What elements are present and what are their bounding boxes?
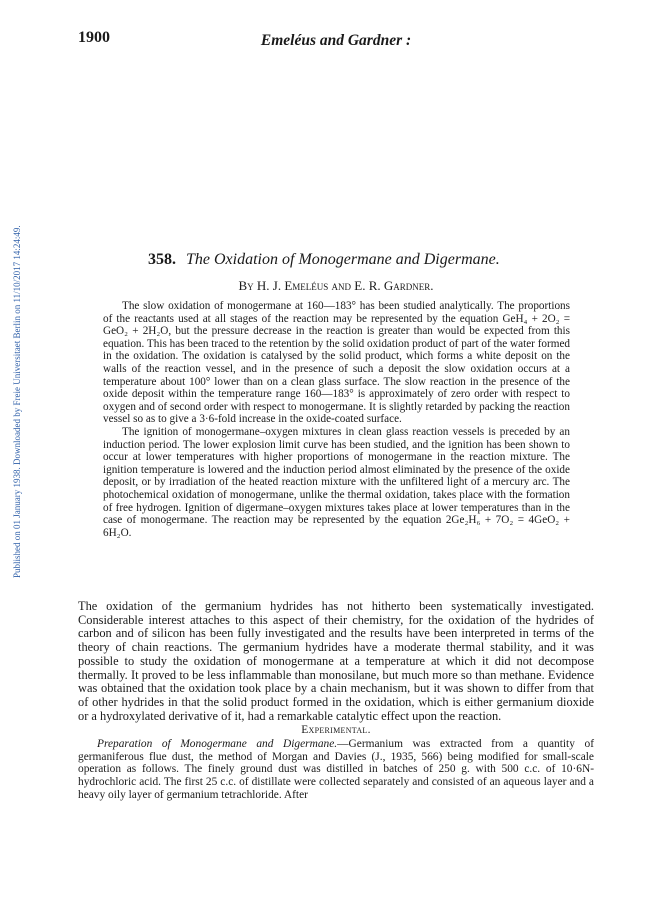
publication-sidebar: [12, 160, 26, 580]
publication-note[interactable]: Published on 01 January 1938. Downloaded by Freie Universitaet Berlin on 11/10/2017 14:24:49.: [12, 225, 22, 578]
page-number: 1900: [78, 29, 110, 46]
experimental-text: —Germanium was extracted from a quantity of germaniferous flue dust, the method of Morgan and Davies (J., 1935, 566) being modified for small-scale operation as follows. The finely ground dust was distilled in batches of 250 g. with 500 c.c. of 10·6N-hydrochloric acid. The first 25 c.c. of distillate were collected separately and consisted of an aqueous layer and a heavy oily layer of germanium tetrachloride. After: [78, 738, 594, 801]
subsection-heading: Preparation of Monogermane and Digermane.: [97, 738, 338, 751]
experimental-paragraph: [78, 738, 594, 802]
abstract: [103, 300, 570, 539]
abstract-paragraph: The ignition of monogermane–oxygen mixtures in clean glass reaction vessels is preceded by an induction period. The lower explosion limit curve has been studied, and the ignition has been shown to occur at lower temperatures with higher proportions of monogermane in the reaction mixture. The ignition temperature is lowered and the induction period almost eliminated by the presence of the oxide deposit, or by irradiation of the heated reaction mixture with the unfiltered light of a mercury arc. The photochemical oxidation of monogermane, unlike the thermal oxidation, takes place with the formation of free hydrogen. Ignition of digermane–oxygen mixtures takes place at lower temperatures than in the case of monogermane. The reaction may be represented by the equation 2Ge₂H₆ + 7O₂ = 4GeO₂ + 6H₂O.: [103, 425, 570, 539]
article-title: [148, 251, 500, 269]
intro-paragraph: The oxidation of the germanium hydrides has not hitherto been systematically investigated. Considerable interest attaches to this aspect of their chemistry, for the oxidation of the hydrides of carbon and of silicon has been fully investigated and the results have been interpreted in terms of the theory of chain reactions. The germanium hydrides have a moderate thermal stability, and it was possible to study the oxidation of monogermane at a temperature at which it did not decompose thermally. It proved to be less inflammable than monosilane, but much more so than methane. Evidence was obtained that the oxidation took place by a chain mechanism, but it was shown to differ from that of other hydrides in that the solid product formed in the oxidation, which is either germanium dioxide or a hydroxylated derivative of it, had a remarkable catalytic effect upon the reaction.: [78, 599, 594, 723]
article-body: [78, 600, 594, 802]
abstract-paragraph: The slow oxidation of monogermane at 160—183° has been studied analytically. The proportions of the reactants used at all stages of the reaction may be represented by the equation GeH₄ + 2O₂ = GeO₂ + 2H₂O, but the pressure decrease in the reaction is greater than would be expected from this equation. This has been traced to the retention by the solid oxidation product of part of the water formed in the oxidation. The oxidation is catalysed by the solid product, which forms a white deposit on the walls of the reaction vessel, and in the presence of such a deposit the slow oxidation occurs at a temperature about 100° lower than on a clean glass surface. The slow reaction in the presence of the oxide deposit within the temperature range 160—183° is approximately of zero order with respect to oxygen and of second order with respect to monogermane. It is slightly retarded by packing the reaction vessel so as to give a 3·6-fold increase in the oxide-coated surface.: [103, 300, 570, 426]
running-title: Emeléus and Gardner :: [260, 32, 412, 49]
section-heading: Experimental.: [301, 724, 371, 737]
article-title-text: The Oxidation of Monogermane and Digermane.: [186, 251, 500, 268]
byline: By H. J. Emeléus and E. R. Gardner.: [238, 278, 434, 293]
article-number: 358.: [148, 251, 176, 268]
